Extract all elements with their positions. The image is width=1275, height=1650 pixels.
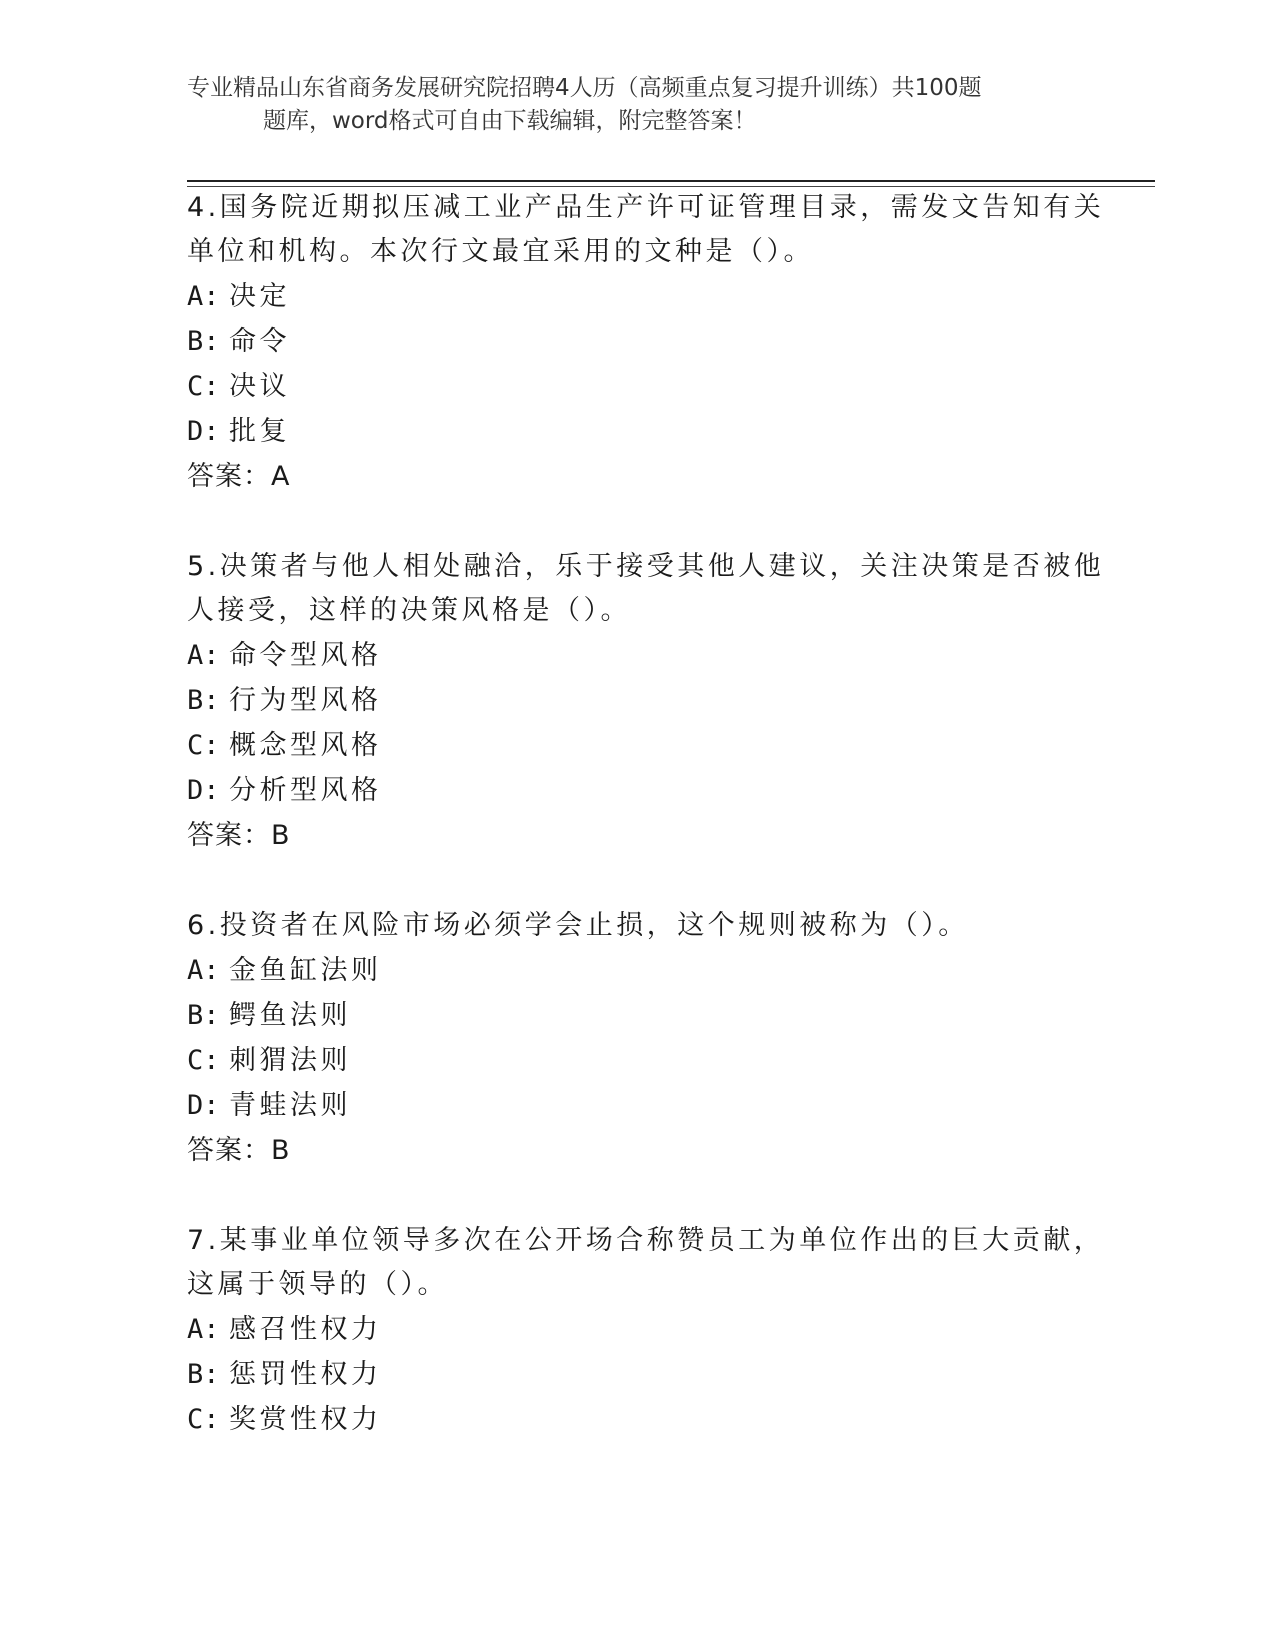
option-a bbox=[187, 1307, 1087, 1352]
option-letter: C: bbox=[187, 730, 220, 761]
option-text: 概念型风格 bbox=[229, 730, 382, 761]
option-letter: D: bbox=[187, 416, 220, 447]
option-letter: B: bbox=[187, 1000, 220, 1031]
question-stem-line: 5.决策者与他人相处融洽，乐于接受其他人建议，关注决策是否被他 bbox=[187, 551, 1105, 582]
option-text: 青蛙法则 bbox=[229, 1090, 351, 1121]
option-letter: C: bbox=[187, 1404, 220, 1435]
question-stem-line: 人接受，这样的决策风格是（）。 bbox=[187, 595, 631, 626]
option-c bbox=[187, 1397, 1087, 1442]
header-title-line-1: 专业精品山东省商务发展研究院招聘4人历（高频重点复习提升训练）共100题 bbox=[187, 75, 982, 101]
option-d bbox=[187, 1083, 1087, 1128]
option-letter: A: bbox=[187, 1314, 220, 1345]
question-stem-line: 这属于领导的（）。 bbox=[187, 1269, 448, 1300]
option-text: 分析型风格 bbox=[229, 775, 382, 806]
option-text: 金鱼缸法则 bbox=[229, 955, 382, 986]
option-text: 批复 bbox=[229, 416, 290, 447]
option-text: 命令 bbox=[229, 326, 290, 357]
question-6 bbox=[187, 904, 1087, 1173]
option-d bbox=[187, 409, 1087, 454]
option-text: 决议 bbox=[229, 371, 290, 402]
question-7 bbox=[187, 1219, 1105, 1442]
header-rule-thick bbox=[187, 180, 1155, 182]
option-letter: C: bbox=[187, 1045, 220, 1076]
option-text: 刺猬法则 bbox=[229, 1045, 351, 1076]
option-text: 决定 bbox=[229, 281, 290, 312]
question-5 bbox=[187, 545, 1105, 858]
option-d bbox=[187, 768, 1087, 813]
option-letter: B: bbox=[187, 1359, 220, 1390]
option-b bbox=[187, 1352, 1087, 1397]
option-letter: B: bbox=[187, 685, 220, 716]
option-letter: C: bbox=[187, 371, 220, 402]
option-b bbox=[187, 678, 1087, 723]
option-b bbox=[187, 319, 1087, 364]
option-text: 行为型风格 bbox=[229, 685, 382, 716]
document-header bbox=[187, 72, 1067, 138]
option-letter: B: bbox=[187, 326, 220, 357]
option-letter: A: bbox=[187, 955, 220, 986]
option-text: 鳄鱼法则 bbox=[229, 1000, 351, 1031]
question-stem-line: 单位和机构。本次行文最宜采用的文种是（）。 bbox=[187, 236, 814, 267]
option-text: 命令型风格 bbox=[229, 640, 382, 671]
option-a bbox=[187, 948, 1087, 993]
answer-line: 答案：A bbox=[187, 461, 291, 492]
question-4 bbox=[187, 186, 1105, 499]
option-c bbox=[187, 1038, 1087, 1083]
question-stem-line: 6.投资者在风险市场必须学会止损，这个规则被称为（）。 bbox=[187, 910, 969, 941]
option-letter: A: bbox=[187, 281, 220, 312]
option-letter: D: bbox=[187, 775, 220, 806]
answer-line: 答案：B bbox=[187, 1135, 291, 1166]
option-a bbox=[187, 274, 1087, 319]
question-stem-line: 7.某事业单位领导多次在公开场合称赞员工为单位作出的巨大贡献， bbox=[187, 1225, 1105, 1256]
answer-line: 答案：B bbox=[187, 820, 291, 851]
header-title-line-2: 题库，word格式可自由下载编辑，附完整答案！ bbox=[263, 108, 757, 134]
option-text: 惩罚性权力 bbox=[229, 1359, 382, 1390]
option-letter: D: bbox=[187, 1090, 220, 1121]
option-b bbox=[187, 993, 1087, 1038]
option-text: 奖赏性权力 bbox=[229, 1404, 382, 1435]
option-a bbox=[187, 633, 1087, 678]
question-stem-line: 4.国务院近期拟压减工业产品生产许可证管理目录，需发文告知有关 bbox=[187, 192, 1105, 223]
option-text: 感召性权力 bbox=[229, 1314, 382, 1345]
option-c bbox=[187, 364, 1087, 409]
option-c bbox=[187, 723, 1087, 768]
option-letter: A: bbox=[187, 640, 220, 671]
